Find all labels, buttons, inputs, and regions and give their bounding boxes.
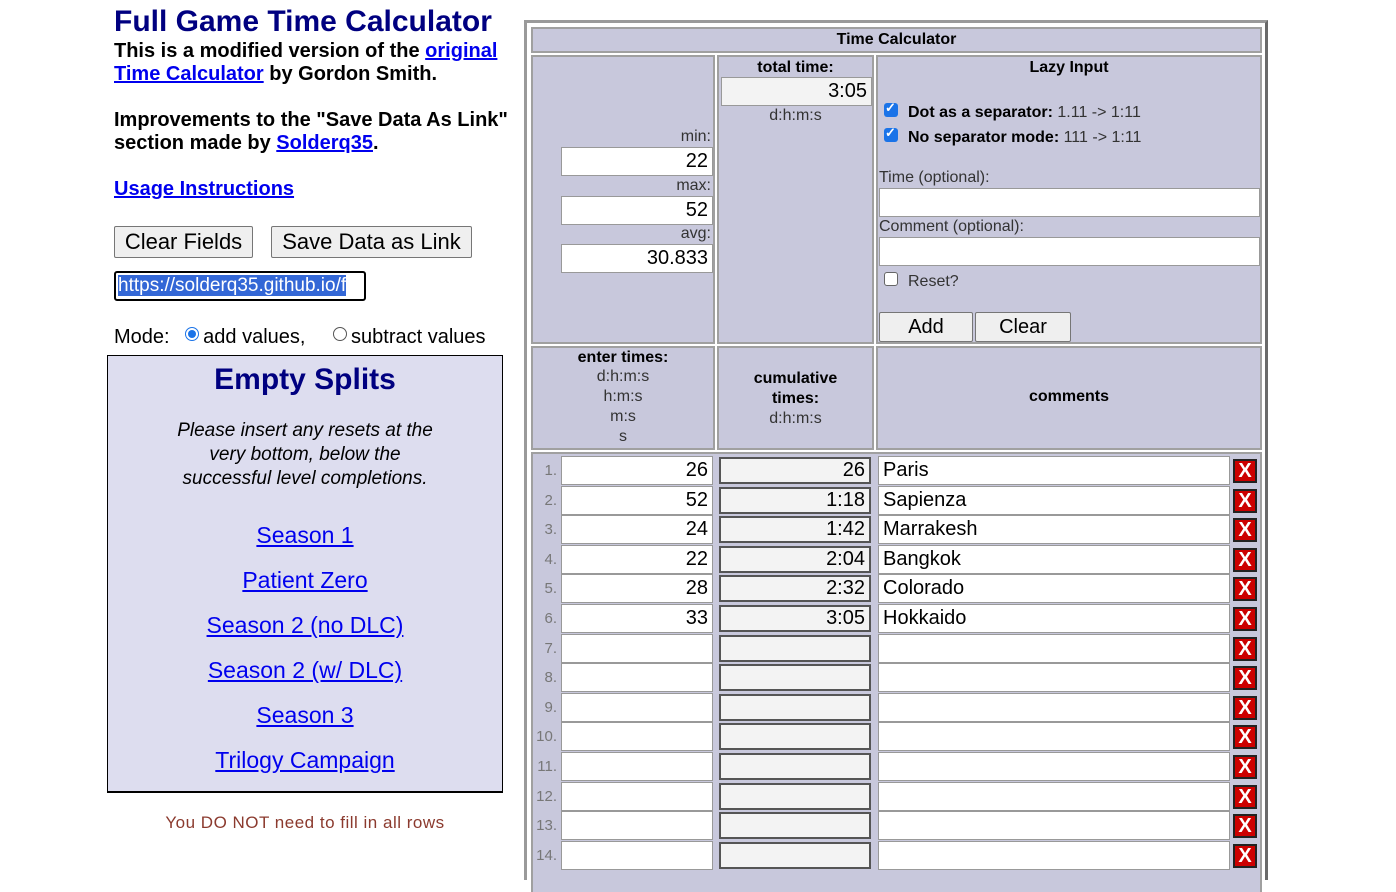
mode-selector <box>114 326 486 349</box>
comments-header <box>876 346 1262 450</box>
dot-separator-example: 1.11 -> 1:11 <box>1057 104 1141 121</box>
total-time-label: total time: <box>757 59 834 76</box>
total-time-value: 3:05 <box>721 77 872 106</box>
season-3-link[interactable]: Season 3 <box>256 702 354 728</box>
time-input[interactable]: 26 <box>561 456 713 485</box>
time-input[interactable] <box>561 663 713 692</box>
no-separator-example: 111 -> 1:11 <box>1063 129 1142 146</box>
enter-times-label: enter times: <box>577 349 669 366</box>
saved-link-value: https://solderq35.github.io/f <box>118 275 347 296</box>
cumulative-time <box>719 723 871 750</box>
total-time-format: d:h:m:s <box>769 107 822 124</box>
remove-row-icon[interactable]: X <box>1233 785 1257 809</box>
mode-add-radio[interactable] <box>185 327 199 341</box>
improvements-prefix: Improvements to the "Save Data As Link" section made by <box>114 109 508 154</box>
mode-label: Mode: <box>114 326 170 348</box>
lazy-time-input[interactable] <box>879 188 1260 217</box>
trilogy-campaign-link[interactable]: Trilogy Campaign <box>215 747 395 773</box>
intro-prefix: This is a modified version of the <box>114 40 420 62</box>
row-number: 12. <box>536 787 557 805</box>
table-row <box>533 574 1260 603</box>
row-number: 10. <box>536 728 557 746</box>
cumulative-time: 2:04 <box>719 546 871 573</box>
row-number: 13. <box>536 817 557 835</box>
time-input[interactable]: 52 <box>561 486 713 515</box>
reset-label: Reset? <box>908 273 959 290</box>
enter-format-2: h:m:s <box>603 388 643 405</box>
total-time-cell <box>717 55 874 344</box>
cumulative-time: 1:18 <box>719 487 871 514</box>
mode-subtract-label: subtract values <box>351 326 486 348</box>
row-number: 1. <box>544 462 557 479</box>
min-value: 22 <box>561 147 713 176</box>
comment-input[interactable] <box>878 841 1230 870</box>
remove-row-icon[interactable]: X <box>1233 607 1257 631</box>
lazy-add-button[interactable]: Add <box>879 312 973 342</box>
lazy-clear-button[interactable]: Clear <box>975 312 1071 342</box>
mode-subtract-radio[interactable] <box>333 327 347 341</box>
save-data-link-button[interactable]: Save Data as Link <box>271 226 472 258</box>
time-input[interactable] <box>561 811 713 840</box>
enter-times-header <box>531 346 715 450</box>
mode-add-label: add values, <box>203 326 306 348</box>
remove-row-icon[interactable]: X <box>1233 725 1257 749</box>
stats-cell <box>531 55 715 344</box>
row-number: 9. <box>544 698 557 716</box>
time-input[interactable] <box>561 841 713 870</box>
cumulative-time <box>719 753 871 780</box>
cumulative-format: d:h:m:s <box>769 410 822 427</box>
row-number: 11. <box>537 758 557 775</box>
row-number: 6. <box>544 610 557 627</box>
lazy-input-title: Lazy Input <box>1029 59 1109 76</box>
cumulative-label: cumulative times: <box>753 370 838 407</box>
comments-label: comments <box>1028 388 1110 405</box>
comment-input[interactable]: Sapienza <box>878 486 1230 515</box>
time-input[interactable]: 24 <box>561 515 713 544</box>
remove-row-icon[interactable]: X <box>1233 696 1257 720</box>
enter-format-4: s <box>619 428 627 445</box>
season-2-no-dlc-link[interactable]: Season 2 (no DLC) <box>206 612 404 638</box>
solderq35-link[interactable]: Solderq35 <box>276 132 373 154</box>
comment-input[interactable]: Hokkaido <box>878 604 1230 633</box>
table-row <box>533 545 1260 574</box>
remove-row-icon[interactable]: X <box>1233 666 1257 690</box>
row-number: 14. <box>536 846 557 864</box>
comment-input[interactable] <box>878 811 1230 840</box>
remove-row-icon[interactable]: X <box>1233 548 1257 572</box>
empty-splits-title: Empty Splits <box>214 363 396 396</box>
cumulative-time <box>719 842 871 869</box>
comment-input[interactable]: Bangkok <box>878 545 1230 574</box>
cumulative-header <box>717 346 874 450</box>
comment-input[interactable] <box>878 663 1230 692</box>
table-row <box>533 515 1260 544</box>
lazy-input-cell <box>876 55 1262 344</box>
row-number: 7. <box>544 639 557 657</box>
comment-input[interactable] <box>878 634 1230 663</box>
cumulative-time: 26 <box>719 457 871 484</box>
comment-input[interactable]: Colorado <box>878 574 1230 603</box>
table-row <box>533 634 1260 663</box>
table-row <box>533 782 1260 811</box>
enter-format-3: m:s <box>610 408 636 425</box>
cumulative-time <box>719 635 871 662</box>
empty-splits-panel <box>107 355 503 793</box>
fill-rows-notice: You DO NOT need to fill in all rows <box>165 813 445 832</box>
max-value: 52 <box>561 196 713 225</box>
comment-input[interactable]: Marrakesh <box>878 515 1230 544</box>
table-row <box>533 663 1260 692</box>
improvements-text: Improvements to the "Save Data As Link" section made by Solderq35. <box>114 109 508 154</box>
time-optional-label: Time (optional): <box>879 169 990 186</box>
comment-input[interactable]: Paris <box>878 456 1230 485</box>
row-number: 5. <box>544 580 557 598</box>
time-input[interactable]: 33 <box>561 604 713 633</box>
patient-zero-link[interactable]: Patient Zero <box>242 567 368 593</box>
cumulative-time <box>719 783 871 810</box>
comment-input[interactable] <box>878 752 1230 781</box>
time-input[interactable] <box>561 782 713 811</box>
reset-checkbox[interactable] <box>884 272 898 286</box>
table-row <box>533 486 1260 515</box>
cumulative-time: 2:32 <box>719 575 871 602</box>
table-row <box>533 811 1260 840</box>
table-row <box>533 693 1260 722</box>
page-title: Full Game Time Calculator <box>114 5 492 38</box>
cumulative-time: 3:05 <box>719 605 871 632</box>
time-input[interactable] <box>561 752 713 781</box>
remove-row-icon[interactable]: X <box>1233 577 1257 601</box>
table-row <box>533 841 1260 870</box>
season-1-link[interactable]: Season 1 <box>256 522 354 548</box>
lazy-comment-input[interactable] <box>879 237 1260 266</box>
time-input[interactable] <box>561 722 713 751</box>
min-label: min: <box>680 128 711 145</box>
remove-row-icon[interactable]: X <box>1233 459 1257 483</box>
cumulative-time <box>719 694 871 721</box>
cumulative-time: 1:42 <box>719 516 871 543</box>
table-row <box>533 722 1260 751</box>
comment-optional-label: Comment (optional): <box>879 218 1024 235</box>
table-row <box>533 456 1260 485</box>
comment-input[interactable] <box>878 693 1230 722</box>
comment-input[interactable] <box>878 782 1230 811</box>
clear-fields-button[interactable]: Clear Fields <box>114 226 253 258</box>
intro-text <box>114 40 514 86</box>
no-separator-label: No separator mode: <box>908 129 1060 146</box>
season-2-dlc-link[interactable]: Season 2 (w/ DLC) <box>207 657 403 683</box>
row-number: 2. <box>544 491 557 509</box>
usage-instructions-link[interactable]: Usage Instructions <box>114 178 295 200</box>
time-input[interactable]: 28 <box>561 574 713 603</box>
calculator-title: Time Calculator <box>531 27 1262 53</box>
row-number: 4. <box>544 550 557 568</box>
table-row <box>533 604 1260 633</box>
table-row <box>533 752 1260 781</box>
row-number: 3. <box>544 521 557 539</box>
max-label: max: <box>676 177 711 194</box>
remove-row-icon[interactable]: X <box>1233 637 1257 661</box>
cumulative-time <box>719 664 871 691</box>
original-calculator-link[interactable]: original Time Calculator <box>114 40 498 85</box>
splits-note: Please insert any resets at the very bottom, below the successful level completions. <box>177 420 433 489</box>
enter-format-1: d:h:m:s <box>596 368 650 385</box>
remove-row-icon[interactable]: X <box>1233 755 1257 779</box>
remove-row-icon[interactable]: X <box>1233 844 1257 868</box>
intro-author: by Gordon Smith. <box>269 63 438 85</box>
row-number: 8. <box>544 669 557 687</box>
times-table-body <box>531 452 1262 892</box>
cumulative-time <box>719 812 871 839</box>
dot-separator-label: Dot as a separator: <box>908 104 1053 121</box>
remove-row-icon[interactable]: X <box>1233 489 1257 513</box>
time-input[interactable]: 22 <box>561 545 713 574</box>
time-input[interactable] <box>561 634 713 663</box>
no-separator-checkbox[interactable] <box>884 128 898 142</box>
remove-row-icon[interactable]: X <box>1233 814 1257 838</box>
time-calculator <box>524 20 1268 880</box>
avg-value: 30.833 <box>561 244 713 273</box>
avg-label: avg: <box>680 225 711 242</box>
dot-separator-checkbox[interactable] <box>884 103 898 117</box>
time-input[interactable] <box>561 693 713 722</box>
saved-link-input[interactable] <box>114 271 366 301</box>
comment-input[interactable] <box>878 722 1230 751</box>
remove-row-icon[interactable]: X <box>1233 518 1257 542</box>
